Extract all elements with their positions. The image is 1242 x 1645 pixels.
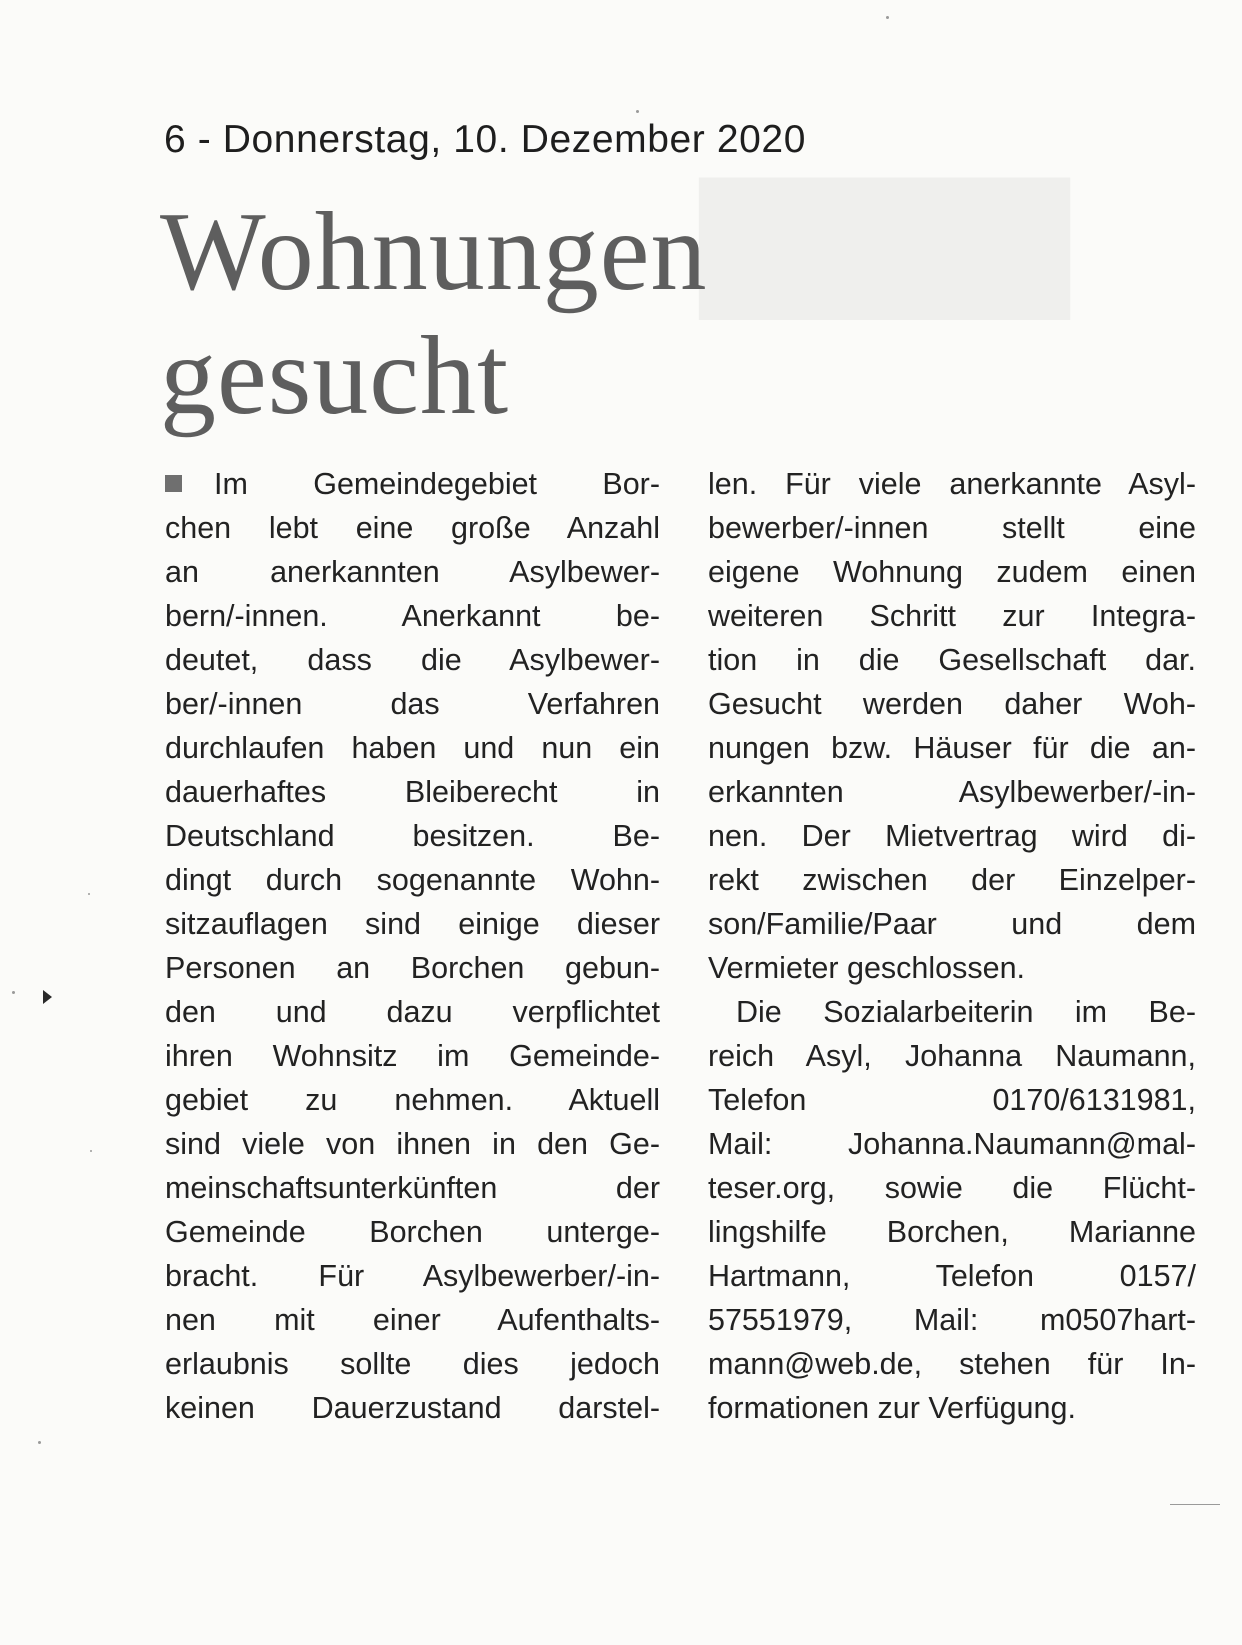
scan-speck xyxy=(636,110,639,113)
text-line: den und dazu verpflichtet xyxy=(165,995,660,1029)
text-line: Gesucht werden daher Woh- xyxy=(708,687,1196,721)
text-line: formationen zur Verfügung. xyxy=(708,1391,1076,1425)
text-line: weiteren Schritt zur Integra- xyxy=(708,599,1196,633)
text-line: Gemeinde Borchen unterge- xyxy=(165,1215,660,1249)
scan-speck xyxy=(38,1441,41,1444)
text-line: Vermieter geschlossen. xyxy=(708,951,1026,985)
text-line: durchlaufen haben und nun ein xyxy=(165,731,660,765)
text-line: erkannten Asylbewerber/-in- xyxy=(708,775,1196,809)
article-column-right xyxy=(708,462,1196,1430)
text-line: nungen bzw. Häuser für die an- xyxy=(708,731,1196,765)
text-line: dingt durch sogenannte Wohn- xyxy=(165,863,660,897)
scan-speck xyxy=(1170,1504,1220,1505)
text-line: gebiet zu nehmen. Aktuell xyxy=(165,1083,660,1117)
scan-speck xyxy=(12,991,15,994)
paragraph-bullet-icon xyxy=(165,475,182,492)
article-column-left xyxy=(165,462,660,1430)
text-line: 57551979, Mail: m0507hart- xyxy=(708,1303,1196,1337)
article-headline xyxy=(160,190,707,438)
text-line: Telefon 0170/6131981, xyxy=(708,1083,1196,1117)
text-line: Die Sozialarbeiterin im Be- xyxy=(736,995,1196,1029)
text-line: reich Asyl, Johanna Naumann, xyxy=(708,1039,1196,1073)
text-line: keinen Dauerzustand darstel- xyxy=(165,1391,660,1425)
text-line: tion in die Gesellschaft dar. xyxy=(708,643,1196,677)
headline-line-1: Wohnungen xyxy=(160,190,708,314)
text-line: nen. Der Mietvertrag wird di- xyxy=(708,819,1196,853)
text-line: sind viele von ihnen in den Ge- xyxy=(165,1127,660,1161)
text-line: chen lebt eine große Anzahl xyxy=(165,511,660,545)
text-line: meinschaftsunterkünften der xyxy=(165,1171,660,1205)
text-line: bracht. Für Asylbewerber/-in- xyxy=(165,1259,660,1293)
text-line: mann@web.de, stehen für In- xyxy=(708,1347,1196,1381)
text-line: lingshilfe Borchen, Marianne xyxy=(708,1215,1196,1249)
text-line: erlaubnis sollte dies jedoch xyxy=(165,1347,660,1381)
text-line: teser.org, sowie die Flücht- xyxy=(708,1171,1196,1205)
text-line: son/Familie/Paar und dem xyxy=(708,907,1196,941)
scan-mark-icon xyxy=(43,990,52,1004)
text-line: Im Gemeindegebiet Bor- xyxy=(165,462,660,506)
text-line: eigene Wohnung zudem einen xyxy=(708,555,1196,589)
text-line: bewerber/-innen stellt eine xyxy=(708,511,1196,545)
text-line: an anerkannten Asylbewer- xyxy=(165,555,660,589)
text-line: bern/-innen. Anerkannt be- xyxy=(165,599,660,633)
scan-speck xyxy=(90,1150,92,1152)
text-line: len. Für viele anerkannte Asyl- xyxy=(708,467,1196,501)
headline-line-2: gesucht xyxy=(160,314,510,438)
text-line: Deutschland besitzen. Be- xyxy=(165,819,660,853)
text-line: Hartmann, Telefon 0157/ xyxy=(708,1259,1196,1293)
text-line: dauerhaftes Bleiberecht in xyxy=(165,775,660,809)
page-dateline: 6 - Donnerstag, 10. Dezember 2020 xyxy=(164,118,806,161)
text-line: Personen an Borchen gebun- xyxy=(165,951,660,985)
text-line: ihren Wohnsitz im Gemeinde- xyxy=(165,1039,660,1073)
text-line: Mail: Johanna.Naumann@mal- xyxy=(708,1127,1196,1161)
scan-speck xyxy=(88,893,90,895)
text-line: nen mit einer Aufenthalts- xyxy=(165,1303,660,1337)
text-line: rekt zwischen der Einzelper- xyxy=(708,863,1196,897)
show-through-shading xyxy=(700,180,1069,319)
text-line: ber/-innen das Verfahren xyxy=(165,687,660,721)
scan-speck xyxy=(886,16,889,19)
text-line: sitzauflagen sind einige dieser xyxy=(165,907,660,941)
text-line: deutet, dass die Asylbewer- xyxy=(165,643,660,677)
